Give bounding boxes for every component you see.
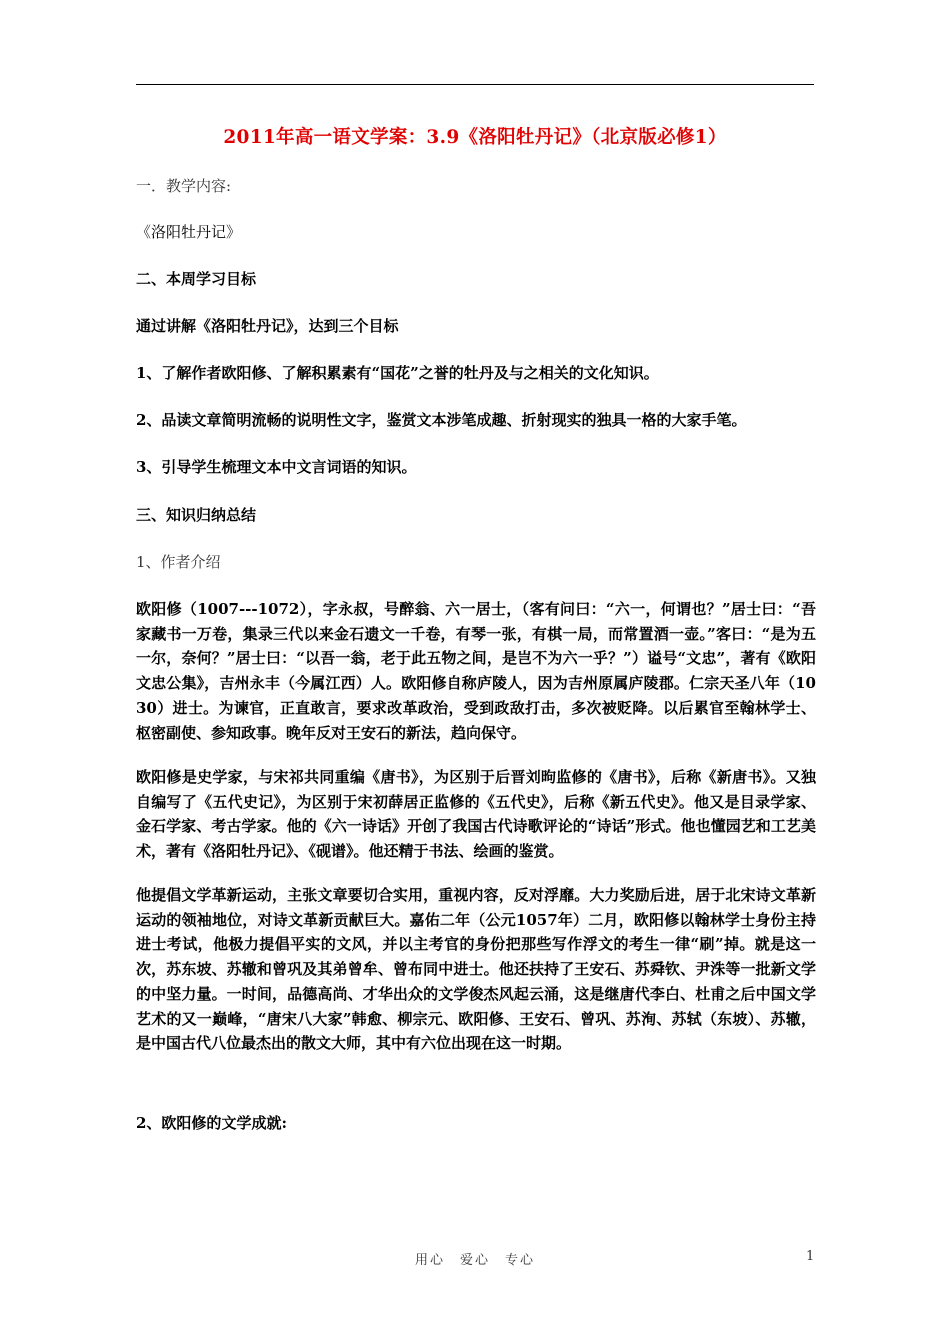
paragraph-historian: 欧阳修是史学家，与宋祁共同重编《唐书》，为区别于后晋刘昫监修的《唐书》，后称《新唐书》。又独自编写了《五代史记》，为区别于宋初薛居正监修的《五代史》，后称《新五代史》。他又是目录学家、金石学家、考古学家。他的《六一诗话》开创了我国古代诗歌评论的“诗话”形式。他也懂园艺和工艺美术，著有《洛阳牡丹记》、《砚谱》。他还精于书法、绘画的鉴赏。 bbox=[136, 768, 816, 861]
paragraph-author-bio: 欧阳修（1007---1072），字永叔，号醉翁、六一居士，（客有问曰：“六一，何谓也？”居士曰：“吾家藏书一万卷，集录三代以来金石遗文一千卷，有琴一张，有棋一局，而常置酒一壶。”客曰：“是为五一尔，奈何？”居士曰：“以吾一翁，老于此五物之间，是岂不为六一乎？”）谥号“文忠”，著有《欧阳文忠公集》，吉州永丰（今属江西）人。欧阳修自称庐陵人，因为吉州原属庐陵郡。仁宗天圣八年（1030）进士。为谏官，正直敢言，要求改革政治，受到政敌打击，多次被贬降。以后累官至翰林学士、枢密副使、参知政事。晚年反对王安石的新法，趋向保守。 bbox=[136, 600, 816, 742]
document-title: 2011年高一语文学案：3.9《洛阳牡丹记》（北京版必修1） bbox=[223, 127, 727, 148]
section-3-heading: 三、知识归纳总结 bbox=[136, 506, 257, 524]
page-number: 1 bbox=[806, 1249, 815, 1264]
section-1-text: 《洛阳牡丹记》 bbox=[136, 223, 242, 241]
footer-motto: 用心 爱心 专心 bbox=[414, 1253, 535, 1268]
header-rule bbox=[136, 84, 814, 85]
goal-3: 3、引导学生梳理文本中文言词语的知识。 bbox=[136, 458, 417, 476]
section-1-heading: 一．教学内容: bbox=[136, 177, 232, 195]
achievements-heading: 2、欧阳修的文学成就: bbox=[136, 1114, 287, 1132]
author-intro-heading: 1、作者介绍 bbox=[136, 553, 221, 571]
section-2-heading: 二、本周学习目标 bbox=[136, 270, 257, 288]
goal-1: 1、了解作者欧阳修、了解积累素有“国花”之誉的牡丹及与之相关的文化知识。 bbox=[136, 364, 659, 382]
paragraph-literary-reform: 他提倡文学革新运动，主张文章要切合实用，重视内容，反对浮靡。大力奖励后进，居于北宋诗文革新运动的领袖地位，对诗文革新贡献巨大。嘉佑二年（公元1057年）二月，欧阳修以翰林学士身份主持进士考试，他极力提倡平实的文风，并以主考官的身份把那些写作浮文的考生一律“刷”掉。就是这一次，苏东坡、苏辙和曾巩及其弟曾牟、曾布同中进士。他还扶持了王安石、苏舜钦、尹洙等一批新文学的中坚力量。一时间，品德高尚、才华出众的文学俊杰风起云涌，这是继唐代李白、杜甫之后中国文学艺术的又一巅峰，“唐宋八大家”韩愈、柳宗元、欧阳修、王安石、曾巩、苏洵、苏轼（东坡）、苏辙，是中国古代八位最杰出的散文大师，其中有六位出现在这一时期。 bbox=[136, 886, 816, 1053]
section-2-intro: 通过讲解《洛阳牡丹记》，达到三个目标 bbox=[136, 317, 399, 335]
goal-2: 2、品读文章简明流畅的说明性文字，鉴赏文本涉笔成趣、折射现实的独具一格的大家手笔。 bbox=[136, 411, 747, 429]
